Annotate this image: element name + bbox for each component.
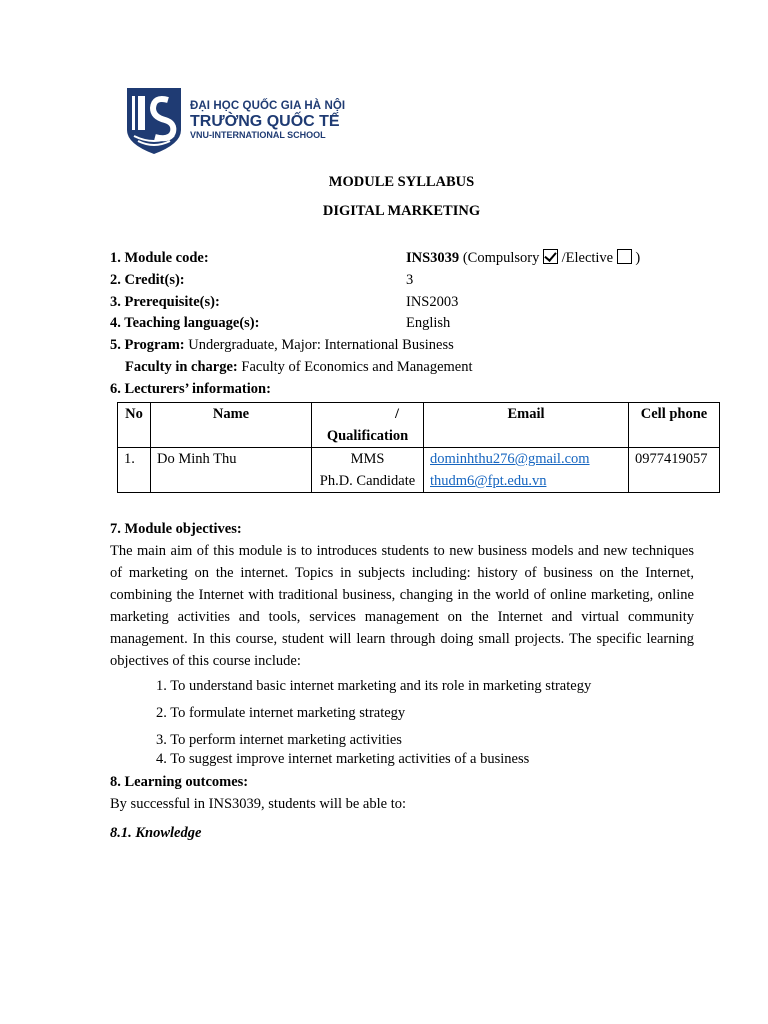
outcomes-heading: 8. Learning outcomes: (110, 774, 249, 790)
prerequisite-row (110, 291, 510, 313)
qualification-2: Ph.D. Candidate (319, 473, 416, 489)
logo-line-2: TRƯỜNG QUỐC TẾ (190, 113, 340, 130)
credits-value: 3 (406, 272, 414, 288)
outcomes-intro: By successful in INS3039, students will be able to: (110, 796, 407, 812)
knowledge-subheading: 8.1. Knowledge (110, 825, 202, 841)
objective-item-2: 2. To formulate internet marketing strategy (156, 705, 406, 721)
document-title: MODULE SYLLABUS (328, 174, 475, 190)
shield-logo-icon (124, 86, 184, 156)
objectives-heading: 7. Module objectives: (110, 521, 242, 537)
logo-line-1: ĐẠI HỌC QUỐC GIA HÀ NỘI (190, 100, 346, 112)
faculty-label: Faculty in charge: (125, 359, 238, 375)
language-row (110, 312, 510, 334)
lecturers-heading: 6. Lecturers’ information: (110, 381, 271, 397)
faculty-row (125, 356, 473, 378)
document-subtitle: DIGITAL MARKETING (322, 203, 481, 219)
header-qualification (312, 403, 424, 448)
elective-checkbox (617, 249, 632, 264)
header-name: Name (151, 403, 312, 448)
elective-text: /Elective (561, 250, 614, 266)
header-qualification-label: Qualification (326, 428, 409, 444)
header-no: No (118, 403, 151, 448)
school-logo (124, 86, 346, 156)
objective-item-1: 1. To understand basic internet marketing and its role in marketing strategy (156, 678, 592, 694)
program-label: 5. Program: (110, 337, 185, 353)
objective-item-4: 4. To suggest improve internet marketing activities of a business (156, 751, 530, 767)
cell-no: 1. (118, 448, 151, 493)
table-header-row (118, 403, 720, 448)
program-row (110, 334, 454, 356)
cell-qualification (312, 448, 424, 493)
program-value: Undergraduate, Major: International Business (188, 337, 454, 353)
compulsory-checkbox (543, 249, 558, 264)
header-slash: / (394, 406, 399, 422)
header-email: Email (424, 403, 629, 448)
qualification-1: MMS (350, 451, 385, 467)
module-code-value: INS3039 (406, 250, 460, 266)
objective-item-3: 3. To perform internet marketing activities (156, 732, 402, 748)
credits-row (110, 269, 510, 291)
cell-phone: 0977419057 (629, 448, 720, 493)
module-code-row (110, 247, 641, 269)
prerequisite-label: 3. Prerequisite(s): (110, 294, 220, 310)
close-paren: ) (635, 250, 641, 266)
module-code-label: 1. Module code: (110, 250, 209, 266)
cell-name: Do Minh Thu (151, 448, 312, 493)
prerequisite-value: INS2003 (406, 294, 459, 310)
language-label: 4. Teaching language(s): (110, 315, 260, 331)
table-row (118, 448, 720, 493)
credits-label: 2. Credit(s): (110, 272, 185, 288)
objectives-paragraph: The main aim of this module is to introduces students to new business models and new techniques of marketing on the internet. Topics in subjects including: history of business on the Internet, combining the Internet with traditional business, changing in the world of online marketing, online marketing activities and tools, services management on the Internet and virtual community management. In this course, student will learn through doing small projects. The specific learning objectives of this course include: (110, 543, 694, 669)
logo-line-3: VNU-INTERNATIONAL SCHOOL (190, 130, 326, 140)
language-value: English (406, 315, 451, 331)
faculty-value: Faculty of Economics and Management (241, 359, 473, 375)
header-phone: Cell phone (629, 403, 720, 448)
compulsory-text: (Compulsory (462, 250, 540, 266)
email-link-2[interactable]: thudm6@fpt.edu.vn (430, 473, 547, 489)
email-link-1[interactable]: dominhthu276@gmail.com (430, 451, 590, 467)
cell-email (424, 448, 629, 493)
lecturers-table (117, 402, 720, 493)
